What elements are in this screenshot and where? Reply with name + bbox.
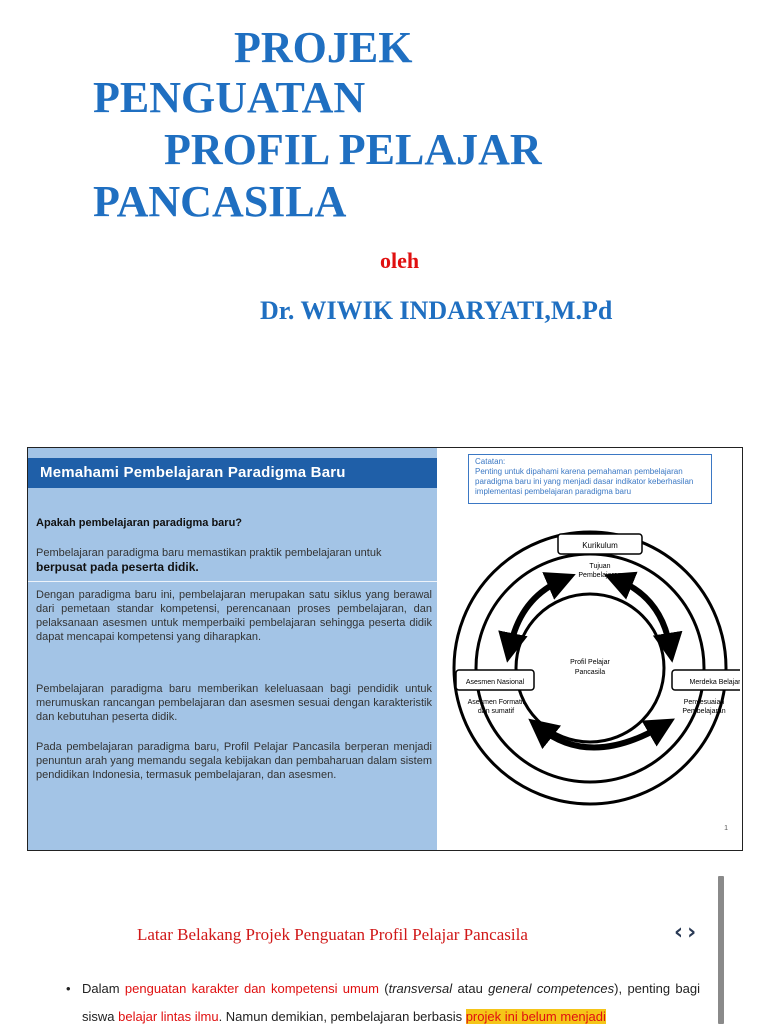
note-box (468, 454, 712, 504)
slide-paragraph-2: Dengan paradigma baru ini, pembelajaran merupakan satu siklus yang berawal dari pemetaan standar kompetensi, perencanaan proses pembelajaran, dan pelaksanaan asesmen untuk memperbaiki pembelajaran sehingga peserta didik dapat mencapai kompetensi yang diharapkan. (36, 589, 432, 643)
emphasis-run: belajar lintas ilmu (118, 1009, 219, 1024)
slide-question: Apakah pembelajaran paradigma baru? (36, 517, 243, 529)
emphasis-run: penguatan karakter dan kompetensi umum (124, 981, 379, 996)
text-run: ( (378, 981, 389, 996)
carousel-nav (674, 922, 696, 944)
label-pembelajaran-right: Pembelajaran (682, 708, 726, 715)
label-pancasila: Pancasila (574, 669, 606, 676)
highlight-run: projek ini belum menjadi (465, 1009, 606, 1024)
note-body: Penting untuk dipahami karena pemahaman pembelajaran paradigma baru ini yang menjadi dasar indikator keberhasilan implementasi pembelajaran paradigma baru (475, 467, 694, 496)
text-run: ), penting bagi siswa (82, 981, 700, 1024)
next-arrow-icon[interactable]: › (687, 920, 697, 945)
cycle-diagram (440, 528, 740, 808)
body-paragraph-text (66, 975, 700, 1024)
slide-paragraph-1-text: Pembelajaran paradigma baru memastikan praktik pembelajaran untuk (36, 547, 382, 559)
slide-paragraph-4: Pada pembelajaran paradigma baru, Profil Pelajar Pancasila berperan menjadi penuntun arah yang memandu segala kebijakan dan pembaharuan dalam sistem pendidikan Indonesia, termasuk pembelajaran, dan asesmen. (36, 741, 432, 781)
title-line-4: PANCASILA (93, 177, 347, 226)
label-asesmen-nasional: Asesmen Nasional (465, 679, 525, 686)
label-kurikulum: Kurikulum (582, 541, 618, 550)
title-line-2: PENGUATAN (93, 73, 366, 122)
author-name: Dr. WIWIK INDARYATI,M.Pd (260, 296, 613, 325)
label-pembelajaran-top: Pembelajaran (578, 572, 622, 579)
title-line-3: PROFIL PELAJAR (164, 125, 542, 174)
label-penyesuaian: Penyesuaian (683, 699, 725, 706)
embedded-slide (27, 447, 743, 851)
note-title: Catatan: (475, 457, 506, 466)
slide-divider (28, 581, 437, 582)
label-dan-sumatif: dan sumatif (477, 708, 515, 715)
italic-run: transversal (388, 981, 453, 996)
section-title: Latar Belakang Projek Penguatan Profil Pelajar Pancasila (137, 925, 528, 944)
slide-page-number: 1 (724, 825, 728, 832)
text-run: atau (452, 981, 489, 996)
slide-text-panel (28, 448, 437, 850)
vertical-scrollbar[interactable] (718, 876, 724, 1024)
slide-paragraph-1-emphasis: berpusat pada peserta didik. (36, 560, 199, 574)
prev-arrow-icon[interactable]: ‹ (674, 920, 684, 945)
inner-circle (516, 594, 664, 742)
slide-header: Memahami Pembelajaran Paradigma Baru (28, 458, 437, 488)
bullet-icon: • (66, 981, 71, 996)
label-tujuan: Tujuan (589, 563, 611, 570)
italic-run: general competences (488, 981, 615, 996)
body-paragraph (66, 975, 700, 1024)
label-merdeka-belajar: Merdeka Belajar (689, 679, 740, 686)
slide-paragraph-3: Pembelajaran paradigma baru memberikan keleluasaan bagi pendidik untuk merumuskan rancangan pembelajaran dan asesmen sesuai dengan karakteristik dan kebutuhan peserta didik. (36, 683, 432, 723)
slide-paragraph-1 (36, 546, 432, 575)
label-asesmen-formatif: Asesmen Formatif (467, 699, 525, 706)
byline-label: oleh (380, 248, 420, 273)
text-run: . Namun demikian, pembelajaran berbasis (218, 1009, 466, 1024)
label-profil: Profil Pelajar (570, 659, 610, 666)
title-line-1: PROJEK (234, 23, 413, 72)
text-run: Dalam (82, 981, 125, 996)
